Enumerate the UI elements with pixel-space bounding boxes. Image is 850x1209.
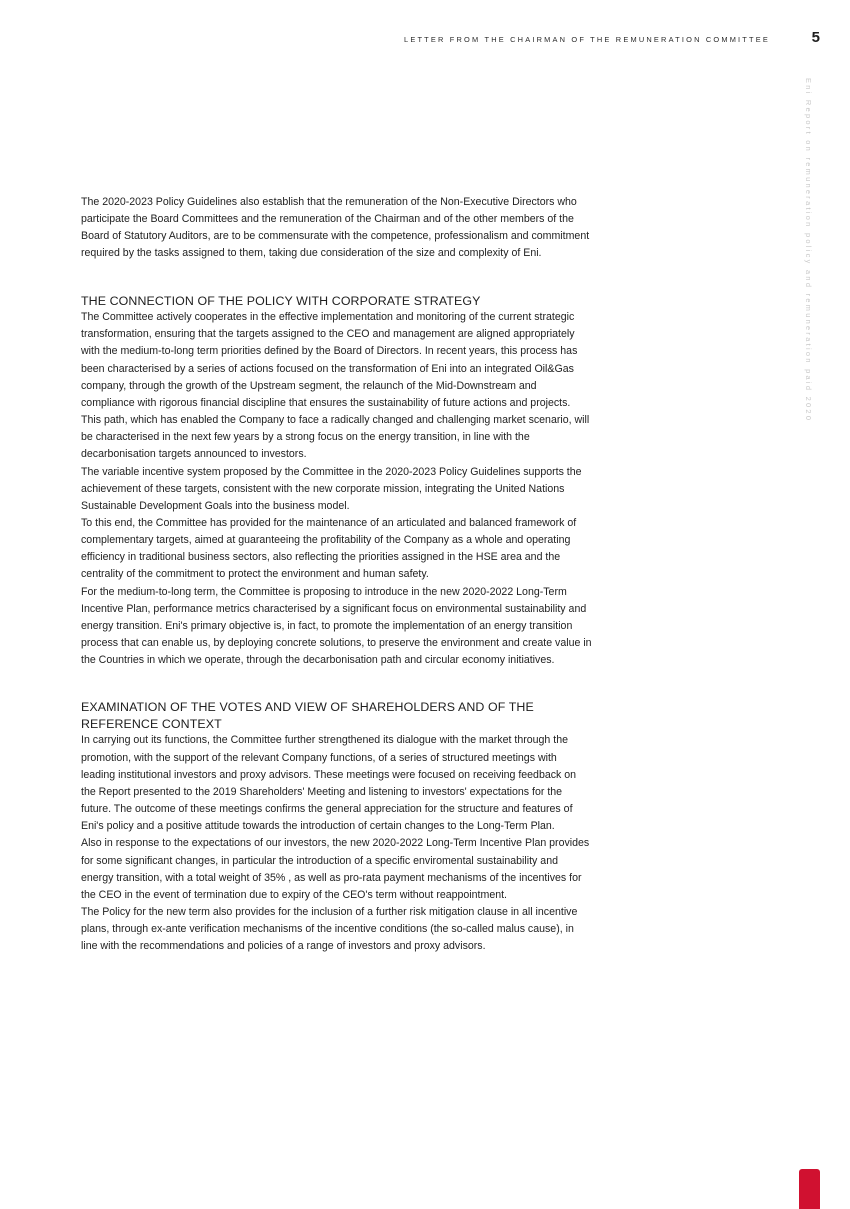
body-paragraph: The Committee actively cooperates in the effective implementation and monitoring of the current strategic transformation, ensuring that the targets assigned to the CEO and management are aligned appropriately with the medium-to-long term priorities defined by the Board of Directors. In recent years, this process has been characterised by a series of actions focused on the transformation of Eni into an integrated Oil&Gas company, through the growth of the Upstream segment, the relaunch of the Mid-Downstream and compliance with rigorous financial discipline that ensures the sustainability of future actions and projects. xyxy=(81,311,578,409)
red-page-tab xyxy=(799,1169,820,1209)
section-policy-strategy xyxy=(81,293,593,670)
running-header: LETTER FROM THE CHAIRMAN OF THE REMUNERATION COMMITTEE xyxy=(404,35,770,44)
body-paragraph: To this end, the Committee has provided for the maintenance of an articulated and balanced framework of complementary targets, aimed at guaranteeing the profitability of the Company as a whole and operating efficiency in traditional business sectors, also reflecting the priorities assigned in the HSE area and the centrality of the commitment to protect the environment and human safety. xyxy=(81,517,577,581)
section-heading: THE CONNECTION OF THE POLICY WITH CORPORATE STRATEGY xyxy=(81,293,481,308)
intro-paragraph: The 2020-2023 Policy Guidelines also establish that the remuneration of the Non-Executive Directors who participate the Board Committees and the remuneration of the Chairman and of the other members of the Board of Statutory Auditors, are to be commensurate with the competence, professionalism and commitment required by the tasks assigned to them, taking due consideration of the size and complexity of Eni. xyxy=(81,196,590,260)
page-number: 5 xyxy=(811,29,820,46)
body-paragraph: This path, which has enabled the Company to face a radically changed and challenging market scenario, will be characterised in the next few years by a strong focus on the energy transition, in line with the decarbonisation targets announced to investors. xyxy=(81,414,590,461)
body-paragraph: Also in response to the expectations of our investors, the new 2020-2022 Long-Term Incentive Plan provides for some significant changes, in particular the introduction of a specific enviromental sustainability and energy transition, with a total weight of 35% , as well as pro-rata payment mechanisms of the incentives for the CEO in the event of termination due to expiry of the CEO's term without reappointment. xyxy=(81,837,590,901)
section-heading: EXAMINATION OF THE VOTES AND VIEW OF SHAREHOLDERS AND OF THE REFERENCE CONTEXT xyxy=(81,700,534,731)
body-paragraph: The variable incentive system proposed by the Committee in the 2020-2023 Policy Guidelines supports the achievement of these targets, consistent with the new corporate mission, integrating the United Nations Sustainable Development Goals into the business model. xyxy=(81,465,582,512)
document-side-title: Eni Report on remuneration policy and remuneration paid 2020 xyxy=(804,78,813,423)
body-paragraph: In carrying out its functions, the Committee further strengthened its dialogue with the market through the promotion, with the support of the relevant Company functions, of a series of structured meetings with leading institutional investors and proxy advisors. These meetings were focused on receiving feedback on the Report presented to the 2019 Shareholders' Meeting and listening to investors' expectations for the future. The outcome of these meetings confirms the general appreciation for the structure and features of Eni's policy and a positive attitude towards the introduction of certain changes to the Long-Term Plan. xyxy=(81,734,577,833)
body-paragraph: The Policy for the new term also provides for the inclusion of a further risk mitigation clause in all incentive plans, through ex-ante verification mechanisms of the incentive conditions (the so-called malus cause), in line with the recommendations and policies of a range of investors and proxy advisors. xyxy=(81,905,578,953)
section-shareholder-votes xyxy=(81,699,593,955)
body-paragraph: For the medium-to-long term, the Committee is proposing to introduce in the new 2020-2022 Long-Term Incentive Plan, performance metrics characterised by a significant focus on environmental sustainability and energy transition. Eni's primary objective is, in fact, to promote the implementation of an energy transition process that can enable us, by deploying concrete solutions, to preserve the environment and create value in the Countries in which we operate, through the decarbonisation path and circular economy initiatives. xyxy=(81,585,592,667)
page-content xyxy=(81,194,593,955)
